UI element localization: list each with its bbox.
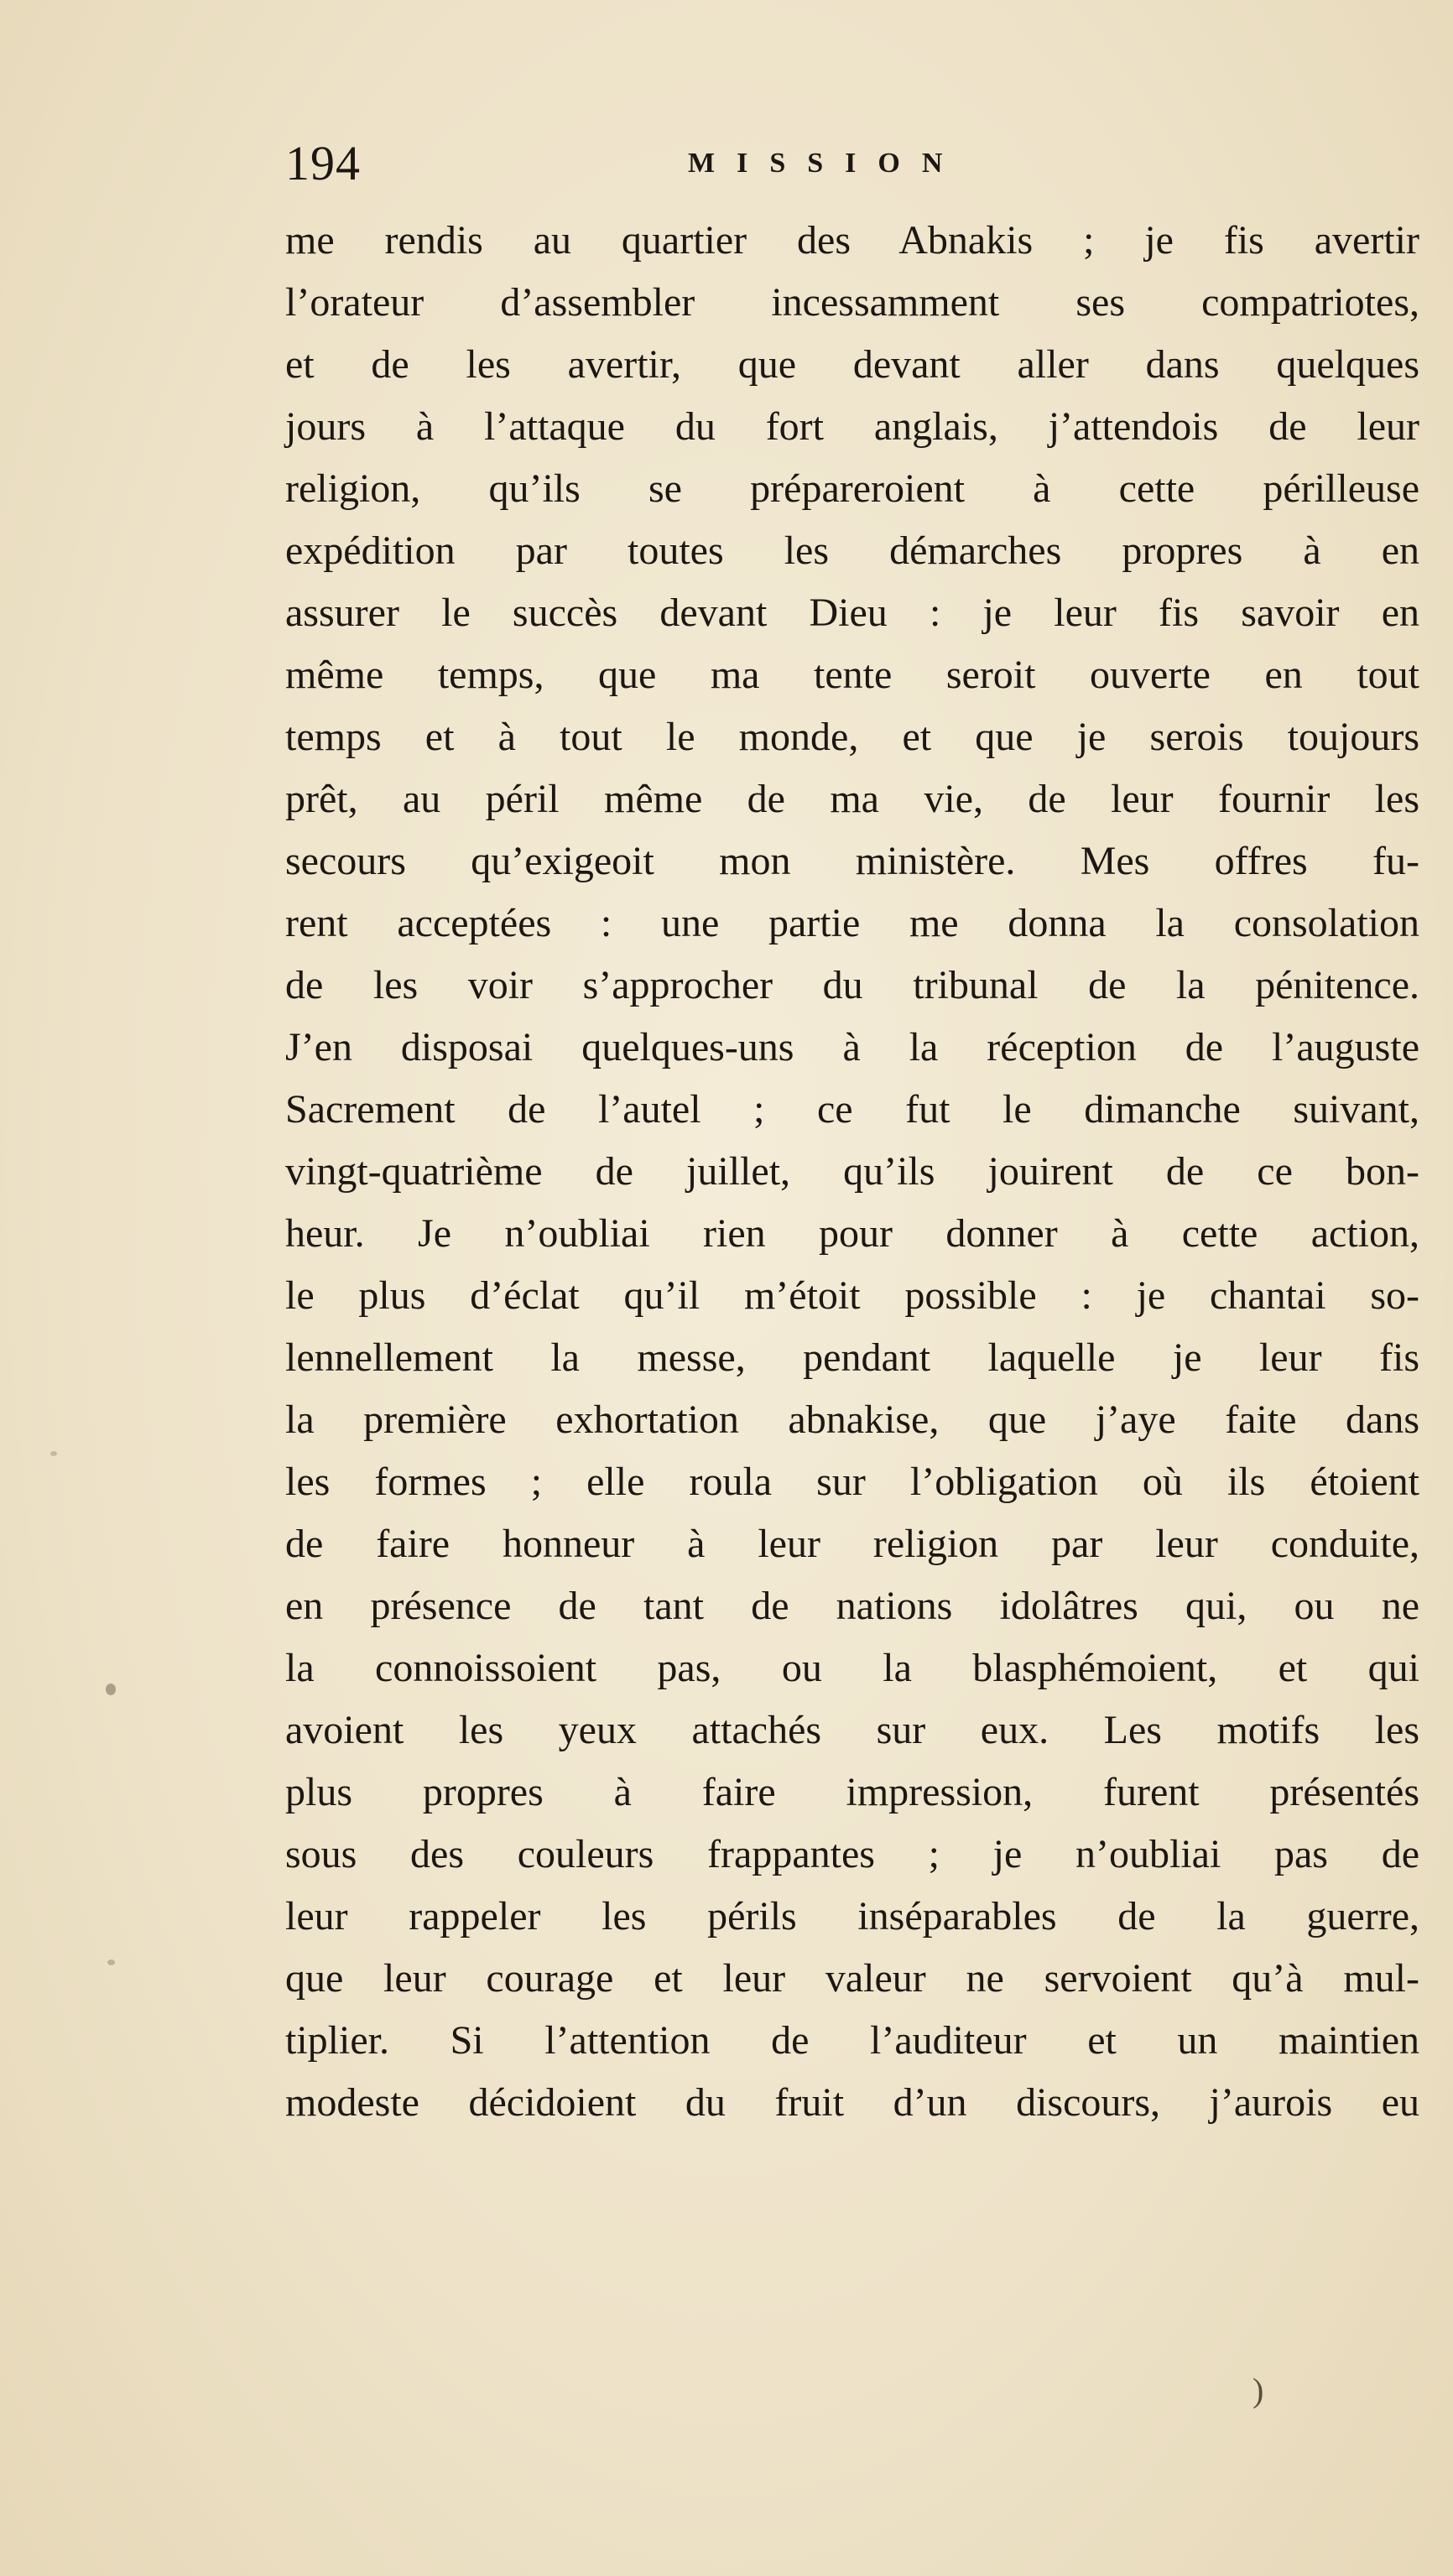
body-text xyxy=(285,210,1419,2134)
text-line: avoient les yeux attachés sur eux. Les motifs les xyxy=(285,1708,1419,1752)
text-line: temps et à tout le monde, et que je serois toujours xyxy=(285,715,1419,759)
text-line: lennellement la messe, pendant laquelle je leur fis xyxy=(285,1335,1419,1380)
text-line: jours à l’attaque du fort anglais, j’attendois de leur xyxy=(285,404,1419,449)
text-line: de faire honneur à leur religion par leur conduite, xyxy=(285,1522,1419,1566)
text-line: en présence de tant de nations idolâtres qui, ou ne xyxy=(285,1584,1419,1628)
text-line: et de les avertir, que devant aller dans quelques xyxy=(285,342,1419,387)
text-line: la connoissoient pas, ou la blasphémoient, et qui xyxy=(285,1646,1419,1690)
text-line: secours qu’exigeoit mon ministère. Mes offres fu- xyxy=(285,839,1419,883)
text-line: leur rappeler les périls inséparables de la guerre, xyxy=(285,1894,1419,1939)
text-line: vingt-quatrième de juillet, qu’ils jouirent de ce bon- xyxy=(285,1149,1419,1194)
ink-spot xyxy=(50,1451,57,1456)
text-line: les formes ; elle roula sur l’obligation où ils étoient xyxy=(285,1460,1419,1504)
ink-spot xyxy=(106,1684,116,1695)
text-line: assurer le succès devant Dieu : je leur fis savoir en xyxy=(285,591,1419,635)
text-line: le plus d’éclat qu’il m’étoit possible : je chantai so- xyxy=(285,1273,1419,1318)
text-line: me rendis au quartier des Abnakis ; je fis avertir xyxy=(285,218,1419,263)
text-line: Sacrement de l’autel ; ce fut le dimanche suivant, xyxy=(285,1087,1419,1132)
text-line: expédition par toutes les démarches propres à en xyxy=(285,528,1419,573)
running-head: MISSION xyxy=(688,148,965,179)
page-header xyxy=(285,126,1166,201)
margin-mark: ) xyxy=(1252,2371,1264,2409)
text-line: religion, qu’ils se prépareroient à cette périlleuse xyxy=(285,466,1419,511)
text-line: de les voir s’approcher du tribunal de la pénitence. xyxy=(285,963,1419,1007)
page-number: 194 xyxy=(285,136,361,190)
text-line: heur. Je n’oubliai rien pour donner à cette action, xyxy=(285,1211,1419,1256)
text-line: que leur courage et leur valeur ne servoient qu’à mul- xyxy=(285,1956,1419,2001)
ink-spot xyxy=(107,1959,115,1965)
text-line: tiplier. Si l’attention de l’auditeur et un maintien xyxy=(285,2018,1419,2063)
text-line: J’en disposai quelques-uns à la réception de l’auguste xyxy=(285,1025,1419,1069)
text-line: modeste décidoient du fruit d’un discours, j’aurois eu xyxy=(285,2080,1419,2125)
text-line: prêt, au péril même de ma vie, de leur fournir les xyxy=(285,777,1419,821)
text-line: sous des couleurs frappantes ; je n’oubliai pas de xyxy=(285,1832,1419,1876)
text-line: l’orateur d’assembler incessamment ses compatriotes, xyxy=(285,280,1419,325)
text-line: même temps, que ma tente seroit ouverte en tout xyxy=(285,653,1419,697)
text-line: plus propres à faire impression, furent présentés xyxy=(285,1770,1419,1814)
text-line: rent acceptées : une partie me donna la consolation xyxy=(285,901,1419,945)
text-line: la première exhortation abnakise, que j’aye faite dans xyxy=(285,1397,1419,1442)
